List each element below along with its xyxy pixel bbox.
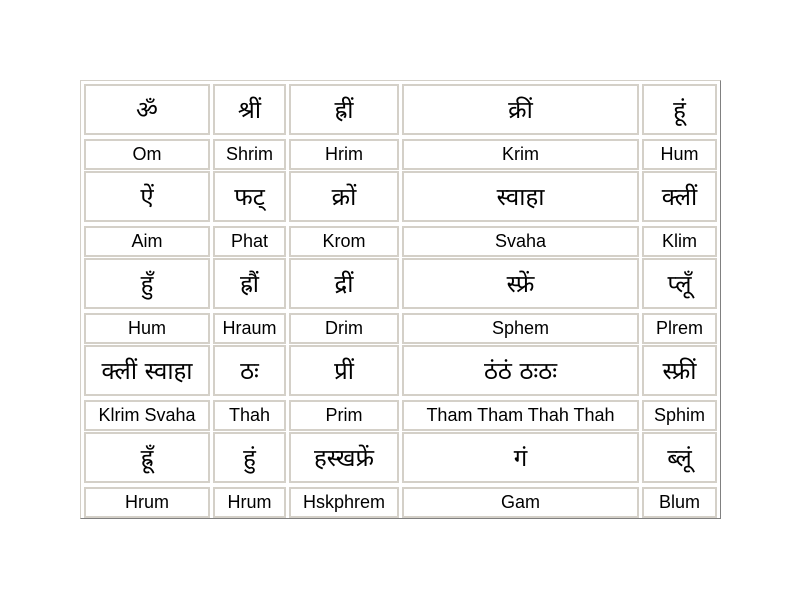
mantra-label-cell: Hrim — [289, 139, 399, 170]
mantra-label-cell: Gam — [402, 487, 639, 518]
mantra-label-cell: Thah — [213, 400, 286, 431]
mantra-glyph-cell: क्रीं — [402, 84, 639, 135]
mantra-glyph-cell: स्फ्रें — [402, 258, 639, 309]
mantra-glyph-cell: ब्लूं — [642, 432, 717, 483]
mantra-glyph-cell: ठंठं ठःठः — [402, 345, 639, 396]
mantra-label-cell: Hrum — [84, 487, 210, 518]
mantra-label-cell: Hum — [642, 139, 717, 170]
mantra-label-cell: Sphem — [402, 313, 639, 344]
mantra-label-cell: Hskphrem — [289, 487, 399, 518]
mantra-glyph-cell: श्रीं — [213, 84, 286, 135]
mantra-glyph-cell: फट् — [213, 171, 286, 222]
mantra-label-cell: Hum — [84, 313, 210, 344]
mantra-label-cell: Krom — [289, 226, 399, 257]
mantra-label-cell: Hrum — [213, 487, 286, 518]
mantra-glyph-cell: क्लीं — [642, 171, 717, 222]
mantra-label-cell: Plrem — [642, 313, 717, 344]
mantra-glyph-cell: ॐ — [84, 84, 210, 135]
mantra-glyph-cell: हस्खफ्रें — [289, 432, 399, 483]
mantra-glyph-cell: ठः — [213, 345, 286, 396]
mantra-label-cell: Blum — [642, 487, 717, 518]
mantra-glyph-cell: हूं — [642, 84, 717, 135]
mantra-glyph-cell: क्लीं स्वाहा — [84, 345, 210, 396]
mantra-glyph-cell: ह्रूँ — [84, 432, 210, 483]
mantra-label-cell: Klrim Svaha — [84, 400, 210, 431]
mantra-label-cell: Aim — [84, 226, 210, 257]
mantra-label-cell: Hraum — [213, 313, 286, 344]
mantra-glyph-cell: ह्रौं — [213, 258, 286, 309]
mantra-label-cell: Phat — [213, 226, 286, 257]
mantra-label-cell: Prim — [289, 400, 399, 431]
mantra-label-cell: Krim — [402, 139, 639, 170]
mantra-label-cell: Shrim — [213, 139, 286, 170]
mantra-glyph-cell: हुं — [213, 432, 286, 483]
mantra-glyph-cell: क्रों — [289, 171, 399, 222]
mantra-glyph-cell: हुँ — [84, 258, 210, 309]
mantra-glyph-cell: प्लूँ — [642, 258, 717, 309]
mantra-glyph-cell: द्रीं — [289, 258, 399, 309]
mantra-glyph-cell: ह्रीं — [289, 84, 399, 135]
mantra-label-cell: Drim — [289, 313, 399, 344]
mantra-glyph-cell: प्रीं — [289, 345, 399, 396]
mantra-label-cell: Om — [84, 139, 210, 170]
mantra-label-cell: Sphim — [642, 400, 717, 431]
mantra-table — [80, 80, 721, 519]
mantra-glyph-cell: स्फ्रीं — [642, 345, 717, 396]
mantra-label-cell: Svaha — [402, 226, 639, 257]
mantra-label-cell: Klim — [642, 226, 717, 257]
mantra-label-cell: Tham Tham Thah Thah — [402, 400, 639, 431]
mantra-glyph-cell: गं — [402, 432, 639, 483]
mantra-glyph-cell: स्वाहा — [402, 171, 639, 222]
mantra-glyph-cell: ऐं — [84, 171, 210, 222]
